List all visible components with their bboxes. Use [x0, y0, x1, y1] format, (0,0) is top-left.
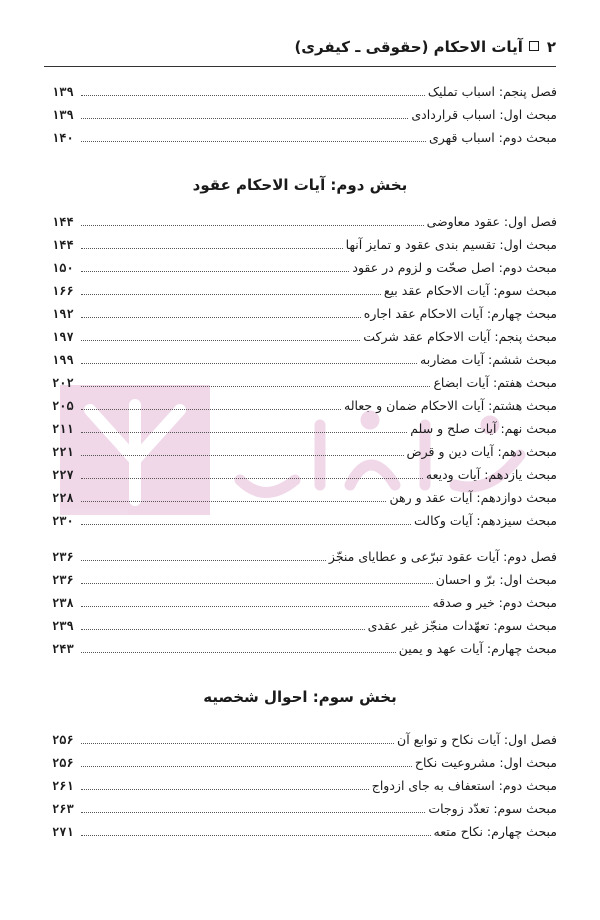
toc-group	[52, 732, 557, 847]
dot-leader	[81, 643, 396, 653]
header-rule	[44, 66, 556, 67]
toc-entry-title: مبحث دوم: استعفاف به جای ازدواج	[371, 778, 557, 793]
toc-entry-page: ۲۳۹	[52, 619, 74, 633]
dot-leader	[81, 262, 349, 272]
dot-leader	[81, 803, 425, 813]
toc-entry[interactable]	[52, 306, 557, 329]
toc-entry-page: ۱۵۰	[52, 261, 74, 275]
dot-leader	[81, 308, 361, 318]
toc-entry-page: ۱۴۰	[52, 131, 74, 145]
toc-entry-title: مبحث یازدهم: آیات ودیعه	[425, 467, 557, 482]
dot-leader	[81, 826, 431, 836]
toc-entry-title: مبحث اول: برّ و احسان	[435, 572, 557, 587]
toc-entry-page: ۲۲۱	[52, 445, 74, 459]
toc-entry-page: ۱۹۷	[52, 330, 74, 344]
toc-entry-title: مبحث اول: مشروعیت نکاح	[414, 755, 557, 770]
toc-entry[interactable]	[52, 549, 557, 572]
running-header	[294, 38, 556, 56]
toc-entry[interactable]	[52, 84, 557, 107]
toc-entry-title: فصل دوم: آیات عقود تبرّعی و عطایای منجّز	[328, 549, 557, 564]
toc-entry[interactable]	[52, 352, 557, 375]
toc-entry[interactable]	[52, 732, 557, 755]
toc-entry-title: مبحث چهارم: نکاح متعه	[433, 824, 557, 839]
toc-entry-page: ۲۳۰	[52, 514, 74, 528]
toc-entry[interactable]	[52, 398, 557, 421]
toc-entry[interactable]	[52, 490, 557, 513]
toc-group	[52, 549, 557, 664]
toc-entry-page: ۲۷۱	[52, 825, 74, 839]
toc-entry[interactable]	[52, 824, 557, 847]
dot-leader	[81, 780, 369, 790]
toc-entry-title: مبحث هفتم: آیات ابضاع	[433, 375, 557, 390]
dot-leader	[81, 377, 430, 387]
toc-entry-title: مبحث دوازدهم: آیات عقد و رهن	[389, 490, 557, 505]
toc-entry-page: ۱۳۹	[52, 108, 74, 122]
toc-entry-page: ۱۶۶	[52, 284, 74, 298]
toc-entry-page: ۲۳۸	[52, 596, 74, 610]
toc-entry-title: مبحث سوم: تعدّد زوجات	[428, 801, 557, 816]
dot-leader	[81, 400, 341, 410]
toc-entry-title: مبحث سوم: تعهّدات منجّز غیر عقدی	[367, 618, 557, 633]
toc-entry-page: ۲۴۳	[52, 642, 74, 656]
toc-entry[interactable]	[52, 618, 557, 641]
part-title: بخش دوم: آیات الاحکام عقود	[192, 176, 408, 194]
toc-entry-title: مبحث دوم: اسباب قهری	[429, 130, 557, 145]
toc-group	[52, 84, 557, 153]
toc-entry-title: مبحث دوم: خیر و صدقه	[432, 595, 557, 610]
dot-leader	[81, 239, 343, 249]
toc-entry[interactable]	[52, 755, 557, 778]
toc-entry-title: فصل اول: عقود معاوضی	[426, 214, 557, 229]
toc-entry-title: مبحث پنجم: آیات الاحکام عقد شرکت	[363, 329, 557, 344]
toc-entry[interactable]	[52, 214, 557, 237]
toc-entry-title: مبحث ششم: آیات مضاربه	[420, 352, 557, 367]
toc-entry-title: مبحث سوم: آیات الاحکام عقد بیع	[383, 283, 557, 298]
toc-entry[interactable]	[52, 801, 557, 824]
dot-leader	[81, 216, 424, 226]
toc-entry[interactable]	[52, 375, 557, 398]
toc-entry-title: مبحث دوم: اصل صحّت و لزوم در عقود	[352, 260, 557, 275]
toc-entry-page: ۲۵۶	[52, 733, 74, 747]
toc-entry-title: مبحث اول: تقسیم بندی عقود و تمایز آنها	[345, 237, 557, 252]
toc-entry[interactable]	[52, 329, 557, 352]
toc-entry-page: ۱۹۹	[52, 353, 74, 367]
toc-entry[interactable]	[52, 421, 557, 444]
toc-entry-title: مبحث دهم: آیات دین و قرض	[406, 444, 557, 459]
toc-entry-title: مبحث چهارم: آیات الاحکام عقد اجاره	[363, 306, 557, 321]
toc-entry-page: ۲۰۲	[52, 376, 74, 390]
toc-entry[interactable]	[52, 444, 557, 467]
dot-leader	[81, 492, 386, 502]
toc-entry[interactable]	[52, 260, 557, 283]
toc-entry[interactable]	[52, 130, 557, 153]
page-number: ۲	[546, 38, 556, 56]
dot-leader	[81, 285, 381, 295]
toc-entry-title: مبحث اول: اسباب قراردادی	[411, 107, 557, 122]
toc-entry-page: ۱۳۹	[52, 85, 74, 99]
toc-entry-page: ۲۱۱	[52, 422, 74, 436]
book-title: آیات الاحکام (حقوقی ـ کیفری)	[294, 38, 523, 56]
dot-leader	[81, 354, 417, 364]
toc-entry[interactable]	[52, 572, 557, 595]
toc-entry[interactable]	[52, 778, 557, 801]
part-title: بخش سوم: احوال شخصیه	[203, 688, 397, 706]
toc-entry-title: مبحث هشتم: آیات الاحکام ضمان و جعاله	[344, 398, 557, 413]
dot-leader	[81, 423, 407, 433]
toc-entry-title: فصل پنجم: اسباب تملیک	[427, 84, 557, 99]
dot-leader	[81, 597, 429, 607]
dot-leader	[81, 132, 426, 142]
toc-entry-page: ۱۴۴	[52, 238, 74, 252]
toc-entry-page: ۲۳۶	[52, 573, 74, 587]
dot-leader	[81, 86, 425, 96]
dot-leader	[81, 469, 423, 479]
toc-entry-page: ۲۶۱	[52, 779, 74, 793]
toc-entry-title: مبحث نهم: آیات صلح و سلم	[410, 421, 557, 436]
toc-entry-page: ۲۶۳	[52, 802, 74, 816]
toc-entry-page: ۲۳۶	[52, 550, 74, 564]
toc-entry[interactable]	[52, 467, 557, 490]
toc-entry-title: مبحث چهارم: آیات عهد و یمین	[398, 641, 557, 656]
toc-entry[interactable]	[52, 513, 557, 536]
dot-leader	[81, 757, 412, 767]
toc-entry-title: فصل اول: آیات نکاح و توابع آن	[397, 732, 557, 747]
square-bullet-icon	[529, 41, 539, 51]
toc-entry-page: ۲۲۸	[52, 491, 74, 505]
dot-leader	[81, 551, 326, 561]
toc-entry-page: ۲۵۶	[52, 756, 74, 770]
toc-entry-page: ۲۲۷	[52, 468, 74, 482]
toc-entry[interactable]	[52, 641, 557, 664]
toc-entry-title: مبحث سیزدهم: آیات وکالت	[414, 513, 557, 528]
toc-group	[52, 214, 557, 536]
toc-entry[interactable]	[52, 283, 557, 306]
dot-leader	[81, 620, 365, 630]
toc-entry-page: ۲۰۵	[52, 399, 74, 413]
dot-leader	[81, 515, 411, 525]
dot-leader	[81, 446, 404, 456]
toc-entry-page: ۱۹۲	[52, 307, 74, 321]
dot-leader	[81, 734, 394, 744]
dot-leader	[81, 109, 408, 119]
toc-entry[interactable]	[52, 237, 557, 260]
toc-entry-page: ۱۴۴	[52, 215, 74, 229]
dot-leader	[81, 574, 433, 584]
dot-leader	[81, 331, 360, 341]
toc-entry[interactable]	[52, 595, 557, 618]
toc-entry[interactable]	[52, 107, 557, 130]
